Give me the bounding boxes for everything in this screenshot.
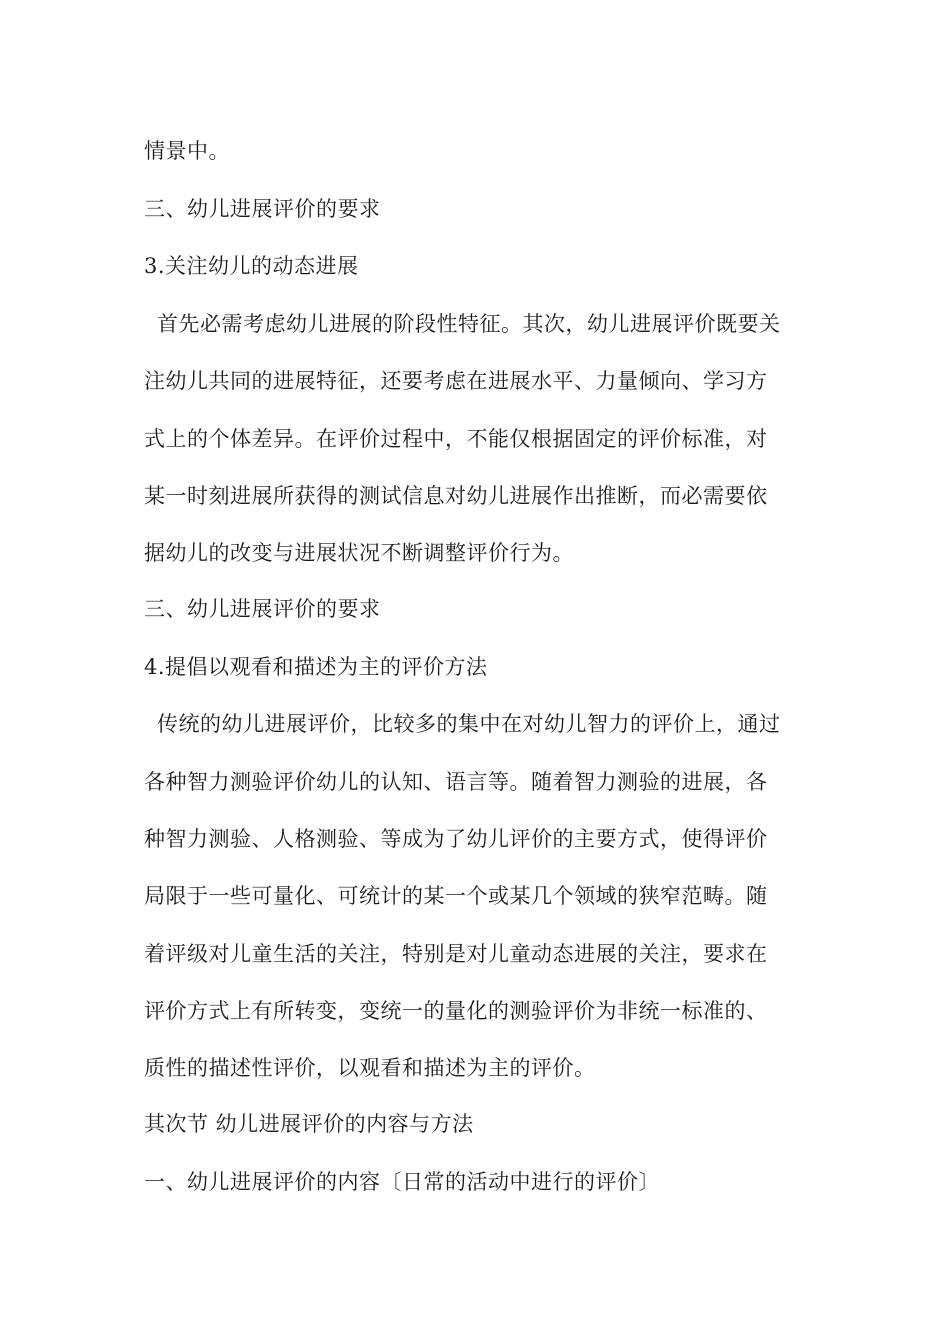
paragraph-line: 传统的幼儿进展评价，比较多的集中在对幼儿智力的评价上，通过 xyxy=(157,712,781,736)
section-heading: 三、幼儿进展评价的要求 xyxy=(144,597,381,621)
subsection-heading: 3.关注幼儿的动态进展 xyxy=(144,254,359,278)
paragraph-line: 注幼儿共同的进展特征，还要考虑在进展水平、力量倾向、学习方 xyxy=(144,369,768,393)
paragraph-line: 各种智力测验评价幼儿的认知、语言等。随着智力测验的进展，各 xyxy=(144,770,768,794)
paragraph-line: 据幼儿的改变与进展状况不断调整评价行为。 xyxy=(144,541,574,565)
paragraph-line: 评价方式上有所转变，变统一的量化的测验评价为非统一标准的、 xyxy=(144,999,768,1023)
text-line: 情景中。 xyxy=(144,139,230,163)
paragraph-line: 某一时刻进展所获得的测试信息对幼儿进展作出推断，而必需要依 xyxy=(144,484,768,508)
section-heading: 一、幼儿进展评价的内容〔日常的活动中进行的评价〕 xyxy=(144,1170,660,1194)
chapter-heading: 其次节 幼儿进展评价的内容与方法 xyxy=(144,1112,474,1136)
paragraph-line: 种智力测验、人格测验、等成为了幼儿评价的主要方式，使得评价 xyxy=(144,827,768,851)
subsection-heading: 4.提倡以观看和描述为主的评价方法 xyxy=(144,655,488,679)
paragraph-line: 局限于一些可量化、可统计的某一个或某几个领域的狭窄范畴。随 xyxy=(144,884,768,908)
paragraph-line: 质性的描述性评价，以观看和描述为主的评价。 xyxy=(144,1056,596,1080)
section-heading: 三、幼儿进展评价的要求 xyxy=(144,197,381,221)
paragraph-line: 式上的个体差异。在评价过程中，不能仅根据固定的评价标准，对 xyxy=(144,427,768,451)
paragraph-line: 首先必需考虑幼儿进展的阶段性特征。其次，幼儿进展评价既要关 xyxy=(157,312,781,336)
paragraph-line: 着评级对儿童生活的关注，特别是对儿童动态进展的关注，要求在 xyxy=(144,942,768,966)
